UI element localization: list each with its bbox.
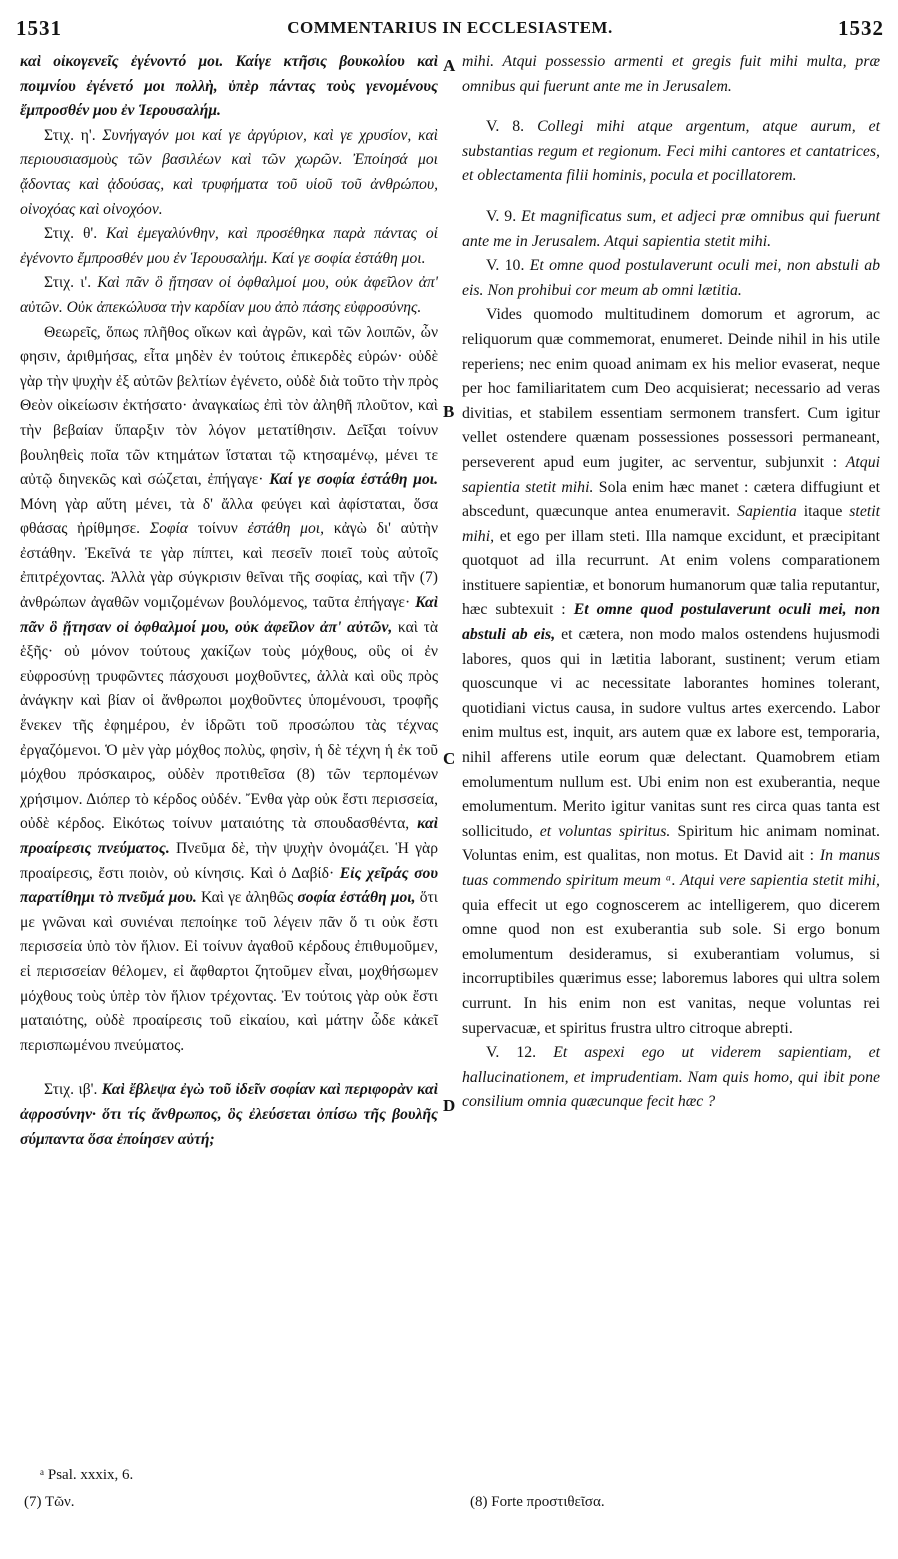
footnote-7: (7) Τῶν. <box>24 1494 75 1510</box>
section-marker-b: B <box>443 402 455 421</box>
latin-verse-9: V. 9. Et magnificatus sum, et adjeci præ omnibus qui fuerunt ante me in Jerusalem. Atqui sapientia stetit mihi. <box>462 207 880 250</box>
latin-column <box>462 50 880 1115</box>
latin-commentary: Vides quomodo multitudinem domorum et agrorum, ac reliquorum quæ commemorat, enumeret. Deinde nihil in his utile reperiens; nec enim quoad animam ex his melior evaserat, neque per hoc familiaritatem cum Deo acquisierat; necessario ad veras divitias, et stabilem essentiam sermonem transfert. Cum igitur vellet ostendere quænam possessiones possessori permaneant, perseverent apud eum jugiter, ac serventur, subjunxit : Atqui sapientia stetit mihi. Sola enim hæc manet : cætera diffugiunt et abscedunt, quæcunque antea enumeravit. Sapientia itaque stetit mihi, et ego per illam steti. Illa namque excidunt, et præcipitant quotquot ad illa recurrunt. At enim volens comparationem instituere sapientiæ, et bonorum humanorum quæ talia reputantur, hæc subtexuit : Et omne quod postulaverunt oculi mei, non abstuli ab eis, et cætera, non modo malos ostendens hujusmodi labores, quos qui in lætitia laborant, sustinent; verum etiam quoscunque vi ac necessitate laborantes homines tolerant, quotidiani victus causa, in sudore vultus artes exercendo. Labor enim multus est, inquit, ars autem quæ ex labore est, temporaria, nihil afferens utile eorum quæ delectant. Quamobrem etiam emolumentum nullum est. Ubi enim non est exuberantia, neque emolumentum. Merito igitur vanitas sunt res circa quas tanta est sollicitudo, et voluntas spiritus. Spiritum hic animam nominat. Voluntas enim, est qualitas, non motus. Et David ait : In manus tuas commendo spiritum meum ᵃ. Atqui vere sapientia stetit mihi, quia effecit ut ego cognoscerem ac intelligerem, quo dicerem omne quod non est exuberantia sub sole. Si ergo bonum emolumentum desideramus, si exuberantiam volumus, si incorruptibiles quærimus esse; laboremus labores qui ultra solem currunt. In his enim non est vanitas, neque voluntas rei supervacuæ, et spiritus frustra ultro citroque abrepti. <box>462 306 881 1037</box>
page-number-right: 1532 <box>838 16 884 40</box>
greek-verse-10: Στιχ. ι'. Καὶ πᾶν ὃ ᾔτησαν οἱ ὀφθαλμοί μου, οὐκ ἀφεῖλον ἀπ' αὐτῶν. Οὐκ ἀπεκώλυσα τὴν καρδίαν μου ἀπὸ πάσης εὐφροσύνης. <box>20 274 438 316</box>
greek-verse-12: Στιχ. ιβ'. Καὶ ἔβλεψα ἐγὼ τοῦ ἰδεῖν σοφίαν καὶ περιφορὰν καὶ ἀφροσύνην· ὅτι τίς ἄνθρωπος, ὃς ἐλεύσεται ὀπίσω τῆς βουλῆς σύμπαντα ὅσα ἐποίησεν αὐτή; <box>20 1081 438 1148</box>
verse-label: V. 8. <box>486 118 525 136</box>
running-title: COMMENTARIUS IN ECCLESIASTEM. <box>287 18 613 37</box>
verse-label: V. 9. <box>486 207 517 225</box>
footnote-psalm-reference: ᵃ Psal. xxxix, 6. <box>40 1467 134 1483</box>
verse-label: Στιχ. ι'. <box>44 274 92 292</box>
page-number-left: 1531 <box>16 16 62 40</box>
verse-label: Στιχ. ιβ'. <box>44 1081 98 1099</box>
greek-verse-7-end: καὶ οἰκογενεῖς ἐγένοντό μοι. Καίγε κτῆσις βουκολίου καὶ ποιμνίου ἐγένετό μοι πολλὴ, ὑπὲρ πάντας τοὺς γενομένους ἔμπροσθέν μου ἐν Ἱερουσαλήμ. <box>20 53 438 120</box>
section-marker-a: A <box>443 56 456 75</box>
greek-verse-9: Στιχ. θ'. Καὶ ἐμεγαλύνθην, καὶ προσέθηκα παρὰ πάντας οἱ ἐγένοντο ἔμπροσθέν μου ἐν Ἱερουσαλήμ. Καί γε σοφία ἐστάθη μοι. <box>20 225 438 267</box>
greek-verse-8: Στιχ. η'. Συνήγαγόν μοι καί γε ἀργύριον, καὶ γε χρυσίον, καὶ περιουσιασμοὺς τῶν βασιλέων καὶ τῶν χωρῶν. Ἐποίησά μοι ᾄδοντας καὶ ᾀδούσας, καὶ τρυφήματα τοῦ υἱοῦ τοῦ ἀνθρώπου, οἰνοχόας καὶ οἰνοχόον. <box>20 126 438 218</box>
section-marker-d: D <box>443 1096 456 1115</box>
latin-verse-12: V. 12. Et aspexi ego ut viderem sapientiam, et hallucinationem, et imprudentiam. Nam quis homo, qui ibit pone consilium omnia quæcunque fecit hæc ? <box>462 1044 880 1111</box>
verse-label: Στιχ. θ'. <box>44 225 98 243</box>
greek-commentary: Θεωρεῖς, ὅπως πλῆθος οἴκων καὶ ἀγρῶν, καὶ τῶν λοιπῶν, ὧν φησιν, ἀριθμήσας, εἶτα μηδὲν ἐν τούτοις ἐπικερδὲς εὑρών· οὐδὲ γὰρ τὴν ψυχὴν ἐξ αὐτῶν βελτίων ἐγένετο, οὐδὲ διὰ τοῦτο τὴν πρὸς Θεὸν οἰκείωσιν ἐκτήσατο· ἀναγκαίως ἐπὶ τὸν ἀληθῆ πλοῦτον, καὶ τὴν βεβαίαν ὕπαρξιν τὸν λόγον μετατίθησιν. Δεῖξαι τοίνυν βουληθεὶς ποῖα τῶν κτημάτων ἵσταται τῷ κτησαμένῳ, μένει τε αὐτῷ διηνεκῶς καὶ σώζεται, ἐπήγαγε· Καί γε σοφία ἐστάθη μοι. Μόνη γὰρ αὕτη μένει, τὰ δ' ἄλλα φεύγει καὶ ἀφίσταται, ὅσα φθάσας ἠρίθμησε. Σοφία τοίνυν ἐστάθη μοι, κἀγὼ δι' αὐτὴν ἐστάθην. Ἐκεῖνά τε γὰρ πίπτει, καὶ πεσεῖν ποιεῖ τοὺς αὐτοῖς ἐπιτρέχοντας. Ἀλλὰ γὰρ σύγκρισιν θεῖναι τῆς σοφίας, καὶ τῆν (7) ἀνθρώπων ἀγαθῶν νομιζομένων βουλόμενος, ταῦτα ἐπήγαγε· Καὶ πᾶν ὃ ᾔτησαν οἱ ὀφθαλμοί μου, οὐκ ἀφεῖλον ἀπ' αὐτῶν, καὶ τὰ ἑξῆς· οὐ μόνον τούτους χακίζων τοὺς μόχθους, οὓς οἱ ἐν εὐφροσύνῃ τρυφῶντες πάσχουσι μοχθοῦντες, ἀλλὰ καὶ οὓς πρὸς ἀνάγκην καὶ βίαν οἱ ἄνθρωποι μοχθοῦντες ὑπομένουσι, τροφῆς ἕνεκεν τῆς ἐφημέρου, ἐν ἱδρῶτι τοῦ προσώπου τὰς τέχνας ἐργαζόμενοι. Ὁ μὲν γὰρ μόχθος πολὺς, φησὶν, ἡ δὲ τέχνη ἡ ἐκ τοῦ μόχθου πρόσκαιρος, οὐδὲν προτιθεῖσα (8) τῶν τερπομένων χρήσιμον. Διόπερ τὸ κέρδος οὐδέν. Ἔνθα γὰρ οὐκ ἔστι περισσεία, οὐδὲ κέρδος. Εἰκότως τοίνυν ματαιότης τὰ σπουδασθέντα, καὶ προαίρεσις πνεύματος. Πνεῦμα δὲ, τὴν ψυχὴν ὀνομάζει. Ἡ γὰρ προαίρεσις, ἔστι ποιὸν, οὐ κίνησις. Καὶ ὁ Δαβίδ· Εἰς χεῖράς σου παρατίθημι τὸ πνεῦμά μου. Καὶ γε ἀληθῶς σοφία ἐστάθη μοι, ὅτι με γνῶναι καὶ συνιέναι πεποίηκε τοῦ λέγειν πᾶν ὅ τι οὐκ ἔστι περισσεία ὑπὸ τὸν ἥλιον. Εἰ τοίνυν ἀγαθοῦ κέρδους ἐπιθυμοῦμεν, εἰ περισσείαν θέλομεν, εἰ ἄφθαρτοι ζητοῦμεν εἶναι, μοχθήσωμεν μόχθους τοὺς ὑπὲρ τὸν ἥλιον τρέχοντας. Ἐν τούτοις γὰρ οὐκ ἔστι ματαιότης, οὐδὲ προαίρεσις τοῦ εἰκαίου, καὶ μάτην ὧδε κἀκεῖ περισπωμένου πνεύματος. <box>20 323 439 1054</box>
verse-label: V. 10. <box>486 257 525 275</box>
footnote-8: (8) Forte προστιθεῖσα. <box>470 1494 605 1510</box>
latin-verse-10: V. 10. Et omne quod postulaverunt oculi mei, non abstuli ab eis. Non prohibui cor meum ab omni lætitia. <box>462 257 880 299</box>
verse-label: V. 12. <box>486 1044 537 1062</box>
verse-label: Στιχ. η'. <box>44 126 96 144</box>
latin-verse-7-end: mihi. Atqui possessio armenti et gregis fuit mihi multa, præ omnibus qui fuerunt ante me in Jerusalem. <box>462 53 880 95</box>
latin-verse-8: V. 8. Collegi mihi atque argentum, atque aurum, et substantias regum et regionum. Feci mihi cantores et cantatrices, et oblectamenta filii hominis, pocula et pocillatorem. <box>462 118 880 185</box>
section-marker-c: C <box>443 749 456 768</box>
greek-column <box>20 50 438 1152</box>
running-header <box>16 14 884 44</box>
